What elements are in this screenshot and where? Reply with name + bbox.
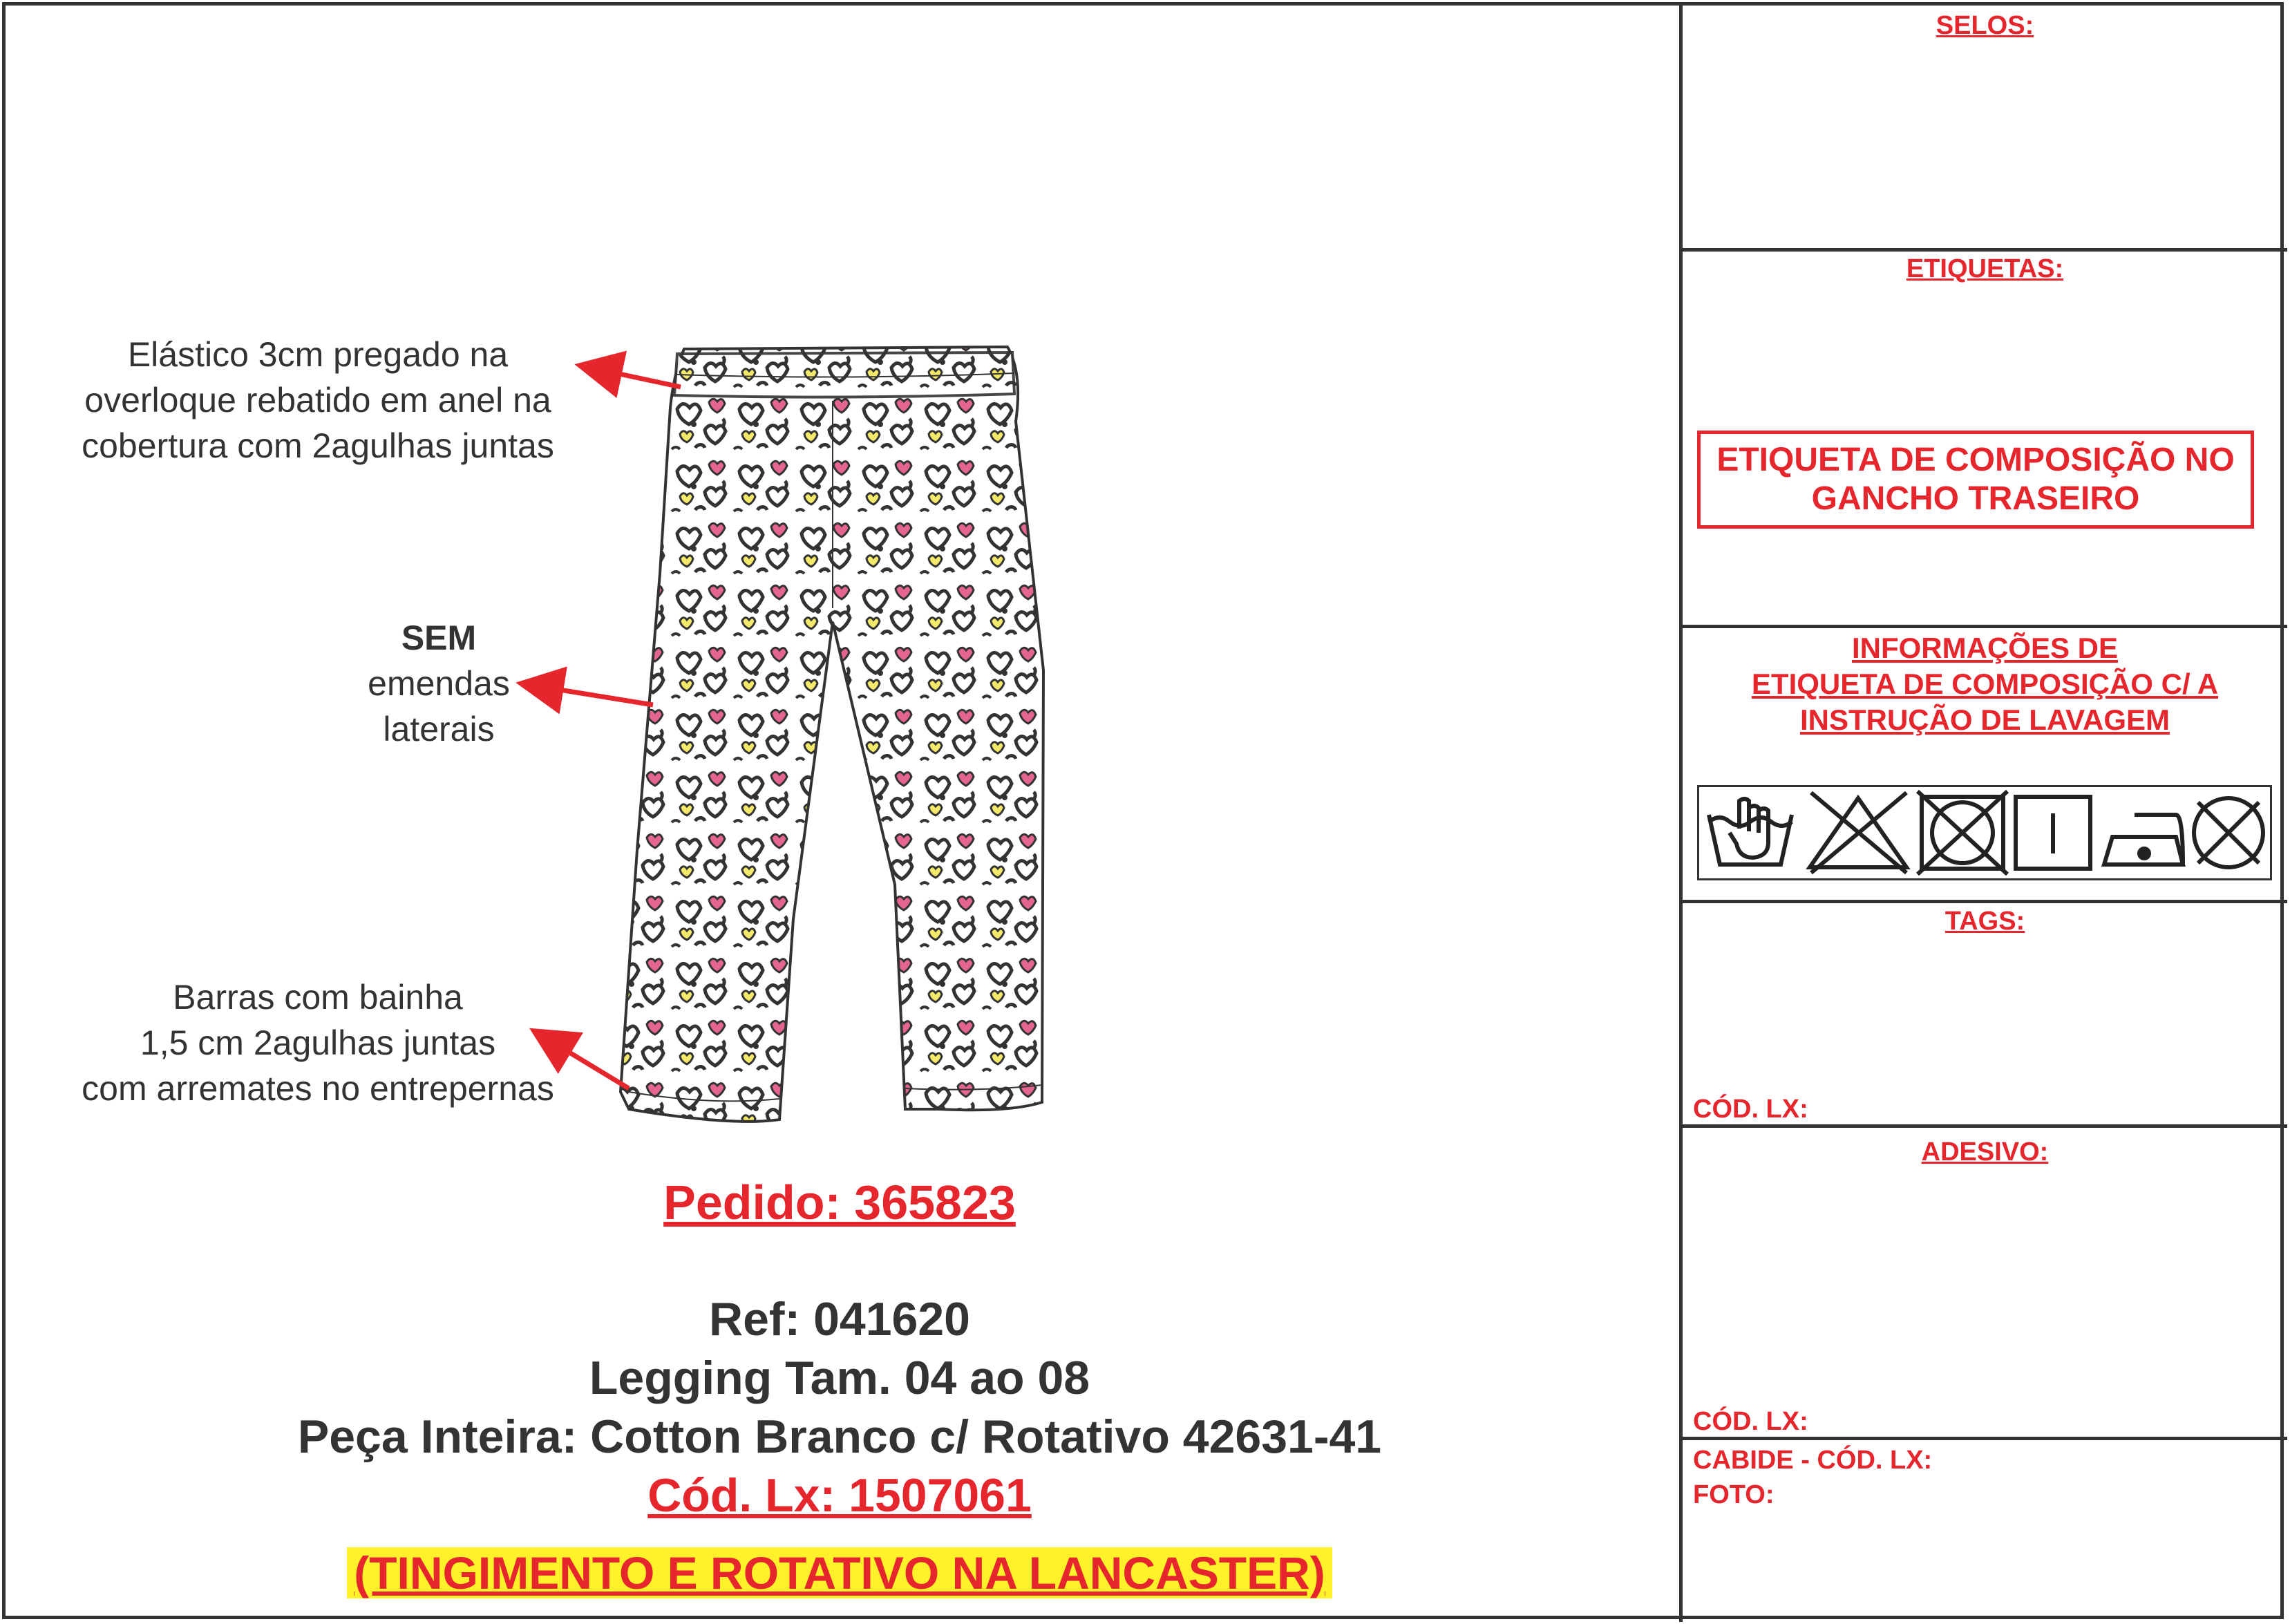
reference: Ref: 041620 — [708, 1293, 971, 1346]
callout-line: emendas — [368, 664, 510, 703]
dyeing-note-text: (TINGIMENTO E ROTATIVO NA LANCASTER) — [347, 1547, 1332, 1598]
piece-description: Peça Inteira: Cotton Branco c/ Rotativo 42631-41 — [297, 1410, 1382, 1463]
lx-code: Cód. Lx: 1507061 — [647, 1469, 1032, 1522]
info-title-line: ETIQUETA DE COMPOSIÇÃO C/ A — [1751, 668, 2219, 700]
composition-label-line: ETIQUETA DE COMPOSIÇÃO NO — [1716, 442, 2235, 478]
product-name: Legging Tam. 04 ao 08 — [589, 1352, 1090, 1404]
care-symbols — [1697, 785, 2272, 880]
info-title — [1683, 630, 2287, 738]
order-number: Pedido: 365823 — [663, 1175, 1016, 1229]
tags-title: TAGS: — [1944, 907, 2025, 936]
callout-line: 1,5 cm 2agulhas juntas — [140, 1023, 496, 1062]
callout-line: laterais — [383, 710, 495, 748]
adesivo-title: ADESIVO: — [1921, 1137, 2049, 1167]
hand-wash-icon — [1709, 799, 1792, 865]
waistband-callout — [55, 332, 580, 469]
tags-cod-lx: CÓD. LX: — [1693, 1095, 1808, 1124]
callout-line: Elástico 3cm pregado na — [127, 335, 509, 374]
dyeing-note — [0, 1547, 1679, 1599]
cabide-cod-lx: CABIDE - CÓD. LX: — [1693, 1446, 1933, 1475]
hem-callout — [38, 974, 598, 1111]
composition-label-line: GANCHO TRASEIRO — [1811, 480, 2140, 517]
iron-low-icon — [2104, 815, 2183, 865]
callout-line: com arremates no entrepernas — [82, 1069, 554, 1108]
callout-line-bold: SEM — [401, 619, 477, 657]
callout-line: overloque rebatido em anel na — [84, 381, 551, 419]
side-callout — [325, 615, 553, 752]
line-dry-icon — [2016, 797, 2090, 869]
callout-line: Barras com bainha — [173, 978, 463, 1017]
info-title-line: INSTRUÇÃO DE LAVAGEM — [1799, 704, 2170, 736]
info-title-line: INFORMAÇÕES DE — [1851, 632, 2118, 664]
do-not-tumble-dry-icon — [1918, 791, 2007, 874]
do-not-dry-clean-icon — [2194, 798, 2263, 867]
foto-label: FOTO: — [1693, 1480, 1775, 1509]
etiquetas-title: ETIQUETAS: — [1906, 254, 2064, 283]
adesivo-cod-lx: CÓD. LX: — [1693, 1407, 1808, 1436]
do-not-bleach-icon — [1810, 793, 1906, 873]
callout-line: cobertura com 2agulhas juntas — [82, 426, 554, 465]
selos-title: SELOS: — [1936, 11, 2034, 40]
waistband-arrow — [584, 366, 681, 387]
composition-label-box — [1697, 431, 2254, 529]
